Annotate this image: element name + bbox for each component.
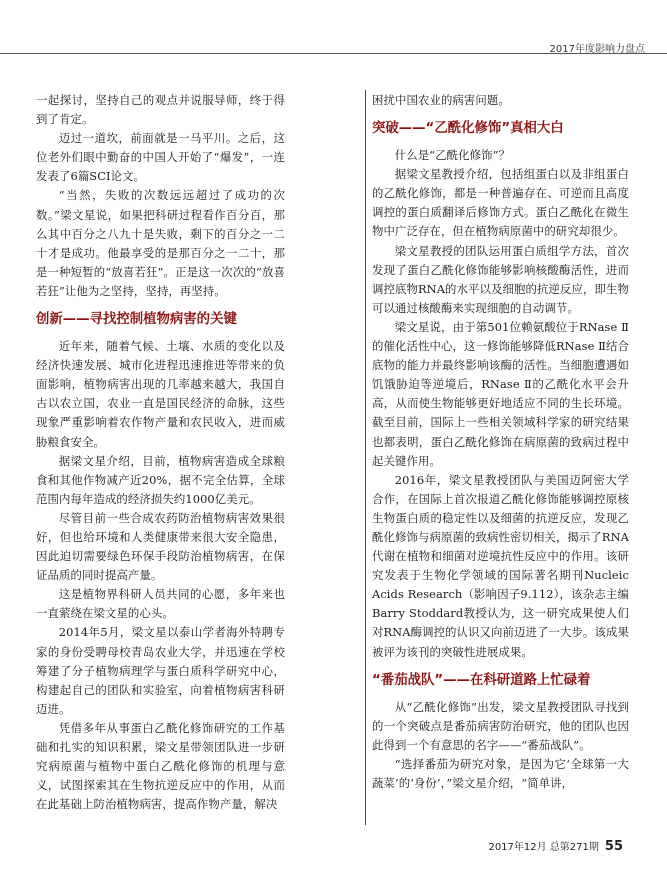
paragraph: 据梁文星教授介绍，包括组蛋白以及非组蛋白的乙酰化修饰，都是一种普遍存在、可逆而且高度调控的蛋白质翻译后修饰方式。蛋白乙酰化在微生物中广泛存在，但在植物病原菌中的研究却很少。 <box>372 167 629 239</box>
paragraph: 尽管目前一些合成农药防治植物病害效果很好，但也给环境和人类健康带来很大安全隐患，因此迫切需要绿色环保手段防治植物病害，在保证品质的同时提高产量。 <box>36 510 285 583</box>
paragraph: 近年来，随着气候、土壤、水质的变化以及经济快速发展、城市化进程迅速推进等带来的负面影响，植物病害出现的几率越来越大，我国自古以农立国，农业一直是国民经济的命脉，这些现象严重影响着农作物产量和农民收入，进而威胁粮食安全。 <box>36 339 285 449</box>
paragraph: 迈过一道坎，前面就是一马平川。之后，这位老外们眼中勤奋的中国人开始了“爆发”，一连发表了6篇SCI论文。 <box>36 131 285 184</box>
page-footer <box>488 838 623 854</box>
paragraph: “选择番茄为研究对象，是因为它‘全球第一大蔬菜’的‘身份’，”梁文星介绍，“简单讲， <box>372 756 629 790</box>
section-heading: “番茄战队”——在科研道路上忙碌着 <box>372 672 591 688</box>
paragraph: 什么是“乙酰化修饰”？ <box>394 148 511 163</box>
paragraph: 梁文星说，由于第501位赖氨酸位于RNase Ⅱ的催化活性中心，这一修饰能够降低RNase Ⅱ结合底物的能力并最终影响该酶的活性。当细胞遭遇如饥饿胁迫等逆境后，RNase Ⅱ的乙酰化水平会升高，从而使生物能够更好地适应不同的生长环境。截至目前，国际上一些相关领域科学家的研究结果也都表明，蛋白乙酰化修饰在病原菌的致病过程中起关键作用。 <box>372 319 629 468</box>
section-heading: 创新——寻找控制植物病害的关键 <box>36 312 237 328</box>
left-column <box>36 91 285 814</box>
page-number: 55 <box>604 839 623 854</box>
paragraph: 2016年，梁文星教授团队与美国迈阿密大学合作，在国际上首次报道乙酰化修饰能够调控原核生物蛋白质的稳定性以及细菌的抗逆反应，发现乙酰化修饰与病原菌的致病性密切相关，揭示了RNA代谢在植物和细菌对逆境抗性反应中的作用。该研究发表于生物化学领域的国际著名期刊Nucleic Acids Research（影响因子9.112），该杂志主编Barry Stoddard教授认为，这一研究成果使人们对RNA酶调控的认识又向前迈进了一大步。该成果被评为该刊的突破性进展成果。 <box>372 472 629 659</box>
paragraph: 凭借多年从事蛋白乙酰化修饰研究的工作基础和扎实的知识积累，梁文星带领团队进一步研究病原菌与植物中蛋白乙酰化修饰的机理与意义，试图探索其在生物抗逆反应中的作用，从而在此基础上防治植物病害，提高作物产量，解决 <box>36 720 285 812</box>
paragraph: 梁文星教授的团队运用蛋白质组学方法，首次发现了蛋白乙酰化修饰能够影响核酸酶活性，进而调控底物RNA的水平以及细胞的抗逆反应，即生物可以通过核酸酶来实现细胞的自动调节。 <box>372 243 629 315</box>
paragraph: 一起探讨，坚持自己的观点并说服导师，终于得到了肯定。 <box>36 93 285 127</box>
issue-info: 2017年12月 总第271期 <box>488 842 599 853</box>
column-divider <box>365 90 366 825</box>
paragraph: 2014年5月，梁文星以泰山学者海外特聘专家的身份受聘母校青岛农业大学，并迅速在学校筹建了分子植物病理学与蛋白质科学研究中心，构建起自己的团队和实验室，向着植物病害科研迈进。 <box>36 625 285 716</box>
paragraph: “当然，失败的次数远远超过了成功的次数。”梁文星说，如果把科研过程看作百分百，那么其中百分之八九十是失败，剩下的百分之一二十才是成功。他最享受的是那百分之一二十，那是一种短暂的“放喜若狂”。正是这一次次的“放喜若狂”让他为之坚持，坚持，再坚持。 <box>36 188 285 298</box>
paragraph: 从“乙酰化修饰”出发，梁文星教授团队寻找到的一个突破点是番茄病害防治研究，他的团队也因此得到一个有意思的名字——“番茄战队”。 <box>372 699 629 752</box>
paragraph: 这是植物界科研人员共同的心愿，多年来也一直萦绕在梁文星的心头。 <box>36 587 285 621</box>
paragraph: 困扰中国农业的病害问题。 <box>372 93 510 107</box>
section-heading: 突破——“乙酰化修饰”真相大白 <box>372 121 564 137</box>
section-tag: 2017年度影响力盘点 <box>549 44 645 55</box>
paragraph: 据梁文星介绍，目前，植物病害造成全球粮食和其他作物减产近20%，据不完全估算，全球范围内每年造成的经济损失约1000亿美元。 <box>36 453 285 506</box>
right-column <box>372 91 629 793</box>
